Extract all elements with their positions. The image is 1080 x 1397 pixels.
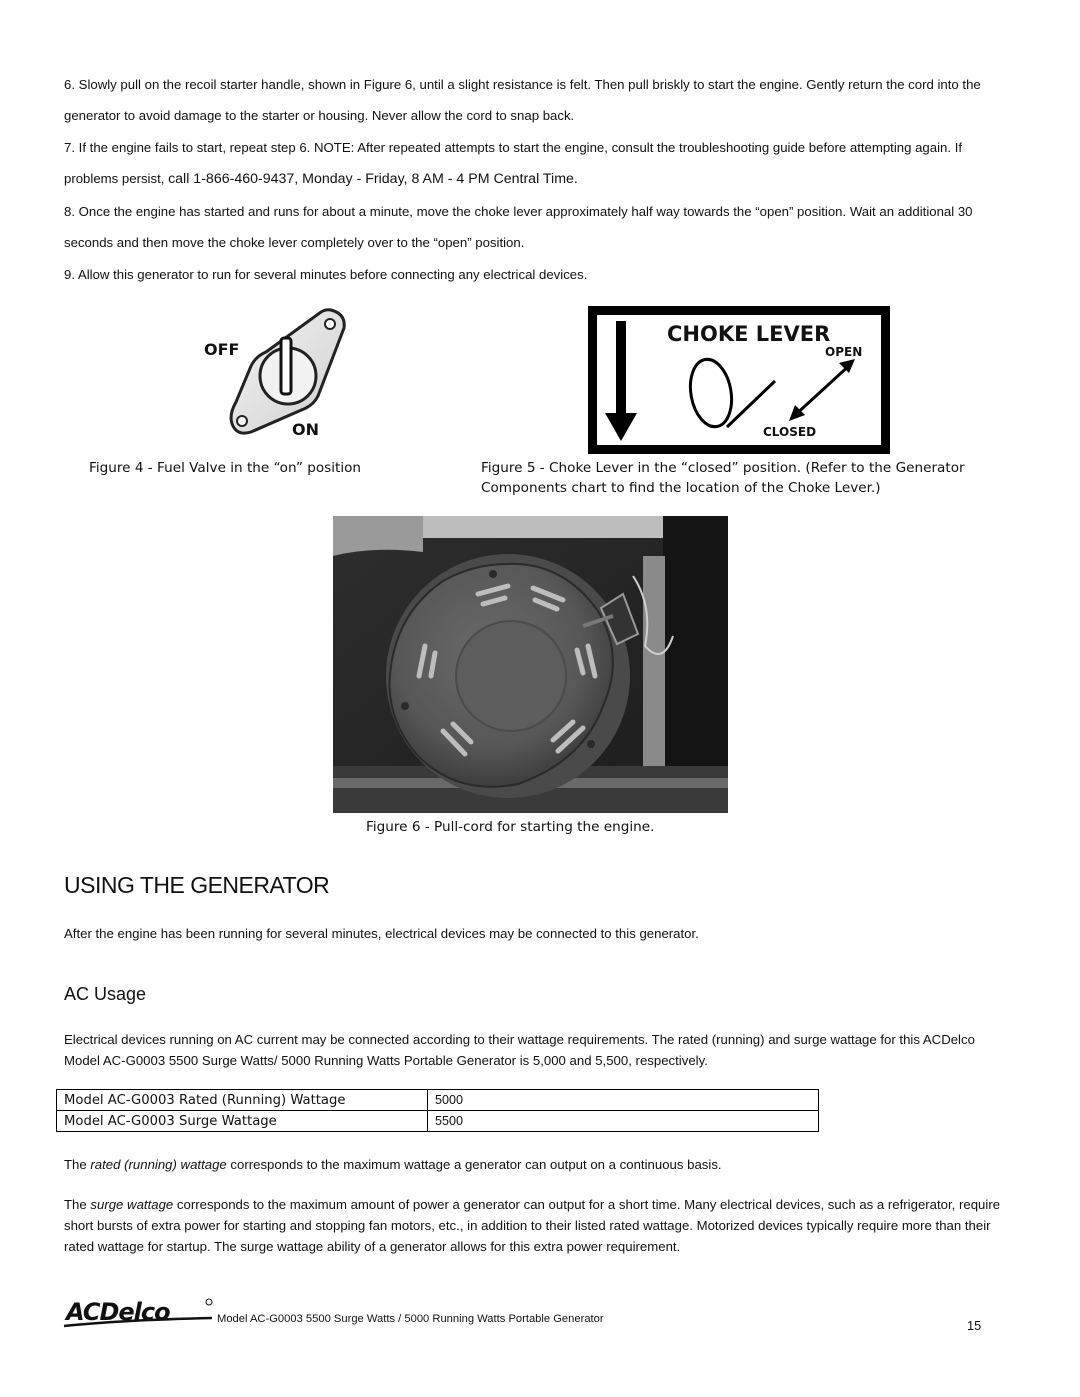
rated-wattage-paragraph — [64, 1154, 1014, 1175]
step-7-text: 7. If the engine fails to start, repeat step 6. NOTE: After repeated attempts to start the engine, consult the troubleshooting guide before attempting again. If problems persist, — [64, 140, 963, 186]
surge-wattage-paragraph — [64, 1194, 1014, 1257]
surge-pre: The — [64, 1197, 91, 1212]
surge-post: corresponds to the maximum amount of power a generator can output for a short time. Many electrical devices, such as a refrigerator, require short bursts of extra power for starting and stopping fan motors, etc., in addition to their listed rated wattage. Motorized devices typically require more than their rated wattage for startup. The surge wattage ability of a generator allows for this extra power requirement. — [64, 1197, 1001, 1254]
surge-term: surge wattage — [90, 1197, 174, 1212]
fuel-valve-icon — [196, 304, 366, 444]
ac-usage-title: AC Usage — [64, 984, 147, 1004]
rated-post: corresponds to the maximum wattage a generator can output on a continuous basis. — [226, 1157, 722, 1172]
step-8: 8. Once the engine has started and runs for about a minute, move the choke lever approximately half way towards the “open” position. Wait an additional 30 seconds and then move the choke lever completely over to the “open” position. — [64, 204, 973, 250]
figure-6-caption: Figure 6 - Pull-cord for starting the engine. — [366, 819, 655, 835]
table-cell-value: 5500 — [428, 1111, 819, 1132]
support-phone: call 1-866-460-9437, Monday - Friday, 8 AM - 4 PM Central Time. — [168, 171, 578, 187]
step-7 — [64, 132, 1014, 195]
section-intro: After the engine has been running for several minutes, electrical devices may be connected to this generator. — [64, 926, 699, 941]
choke-lever-title: CHOKE LEVER — [667, 322, 831, 346]
table-row — [57, 1090, 819, 1111]
footer-model-text: Model AC-G0003 5500 Surge Watts / 5000 Running Watts Portable Generator — [217, 1313, 604, 1325]
figure-4-caption: Figure 4 - Fuel Valve in the “on” position — [89, 460, 362, 476]
choke-open-label: OPEN — [825, 345, 863, 359]
section-title: USING THE GENERATOR — [64, 872, 330, 898]
step-9: 9. Allow this generator to run for several minutes before connecting any electrical devices. — [64, 267, 588, 282]
fuel-valve-off-label: OFF — [204, 340, 240, 359]
choke-closed-label: CLOSED — [763, 425, 817, 439]
ac-usage-paragraph: Electrical devices running on AC current may be connected according to their wattage requirements. The rated (running) and surge wattage for this ACDelco Model AC-G0003 5500 Surge Watts/ 5000 Running Watts Portable Generator is 5,000 and 5,500, respectively. — [64, 1032, 975, 1068]
rated-term: rated (running) wattage — [90, 1157, 227, 1172]
acdelco-logo — [62, 1296, 214, 1332]
recoil-starter-photo — [333, 516, 728, 813]
acdelco-logo-text: ACDelco — [66, 1298, 170, 1326]
table-cell-label: Model AC-G0003 Surge Wattage — [57, 1111, 428, 1132]
step-6: 6. Slowly pull on the recoil starter handle, shown in Figure 6, until a slight resistance is felt. Then pull briskly to start the engine. Gently return the cord into the generator to avoid damage to the starter or housing. Never allow the cord to snap back. — [64, 77, 981, 123]
table-cell-value: 5000 — [428, 1090, 819, 1111]
table-row — [57, 1111, 819, 1132]
table-cell-label: Model AC-G0003 Rated (Running) Wattage — [57, 1090, 428, 1111]
rated-pre: The — [64, 1157, 91, 1172]
choke-lever-icon — [587, 305, 891, 455]
figure-5-caption: Figure 5 - Choke Lever in the “closed” position. (Refer to the Generator Components chart to find the location of the Choke Lever.) — [481, 460, 965, 496]
fuel-valve-on-label: ON — [292, 420, 319, 439]
page-number: 15 — [967, 1318, 982, 1333]
wattage-table — [56, 1089, 819, 1132]
